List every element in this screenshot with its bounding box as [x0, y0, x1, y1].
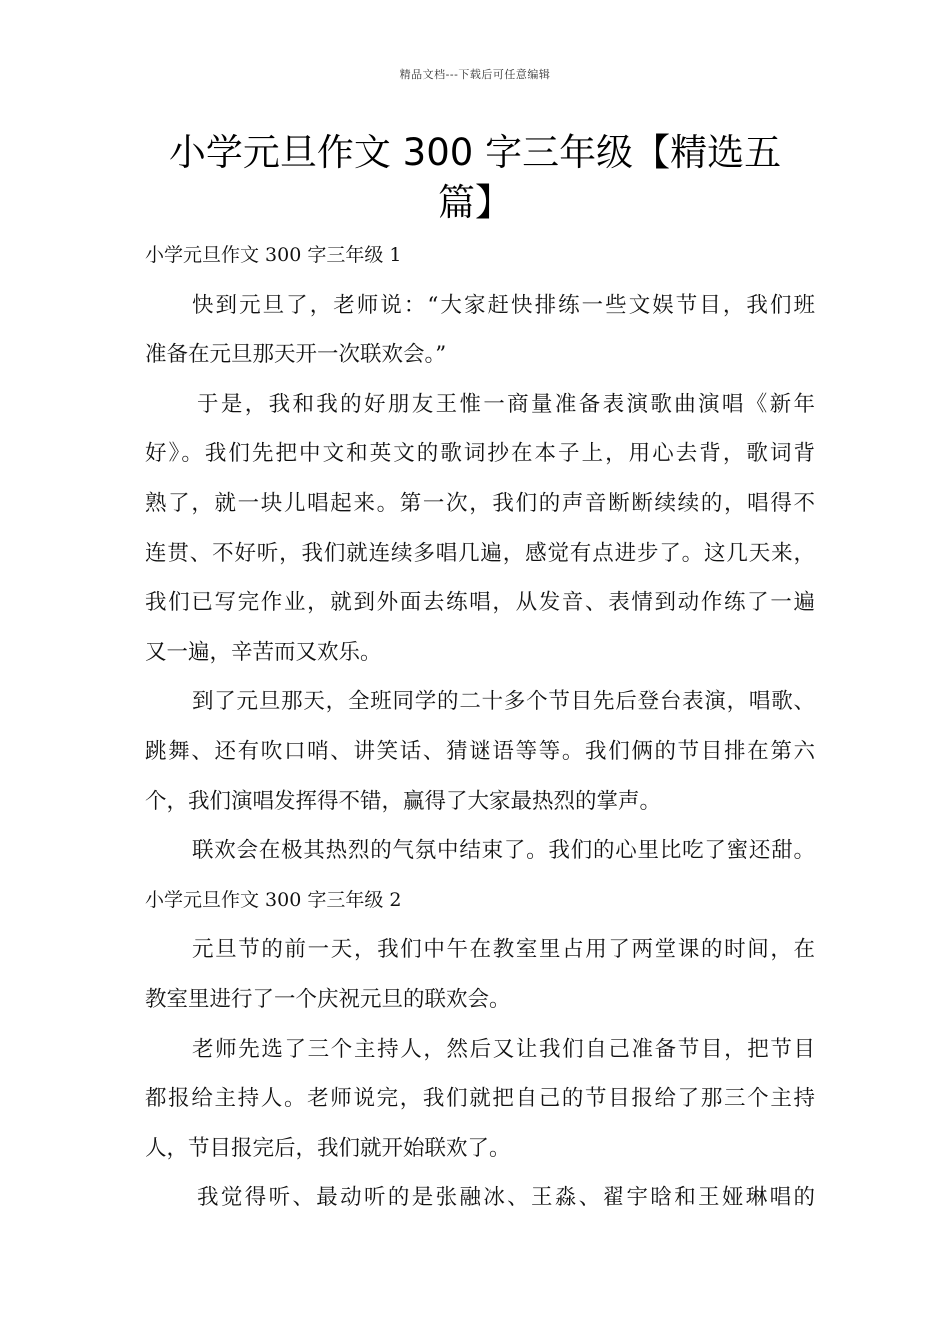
paragraph-line: 我觉得听、最动听的是张融冰、王淼、翟宇晗和王娅琳唱的: [197, 1185, 815, 1211]
paragraph-line: 于是，我和我的好朋友王惟一商量准备表演歌曲演唱《新年: [197, 391, 815, 417]
paragraph-line: 教室里进行了一个庆祝元旦的联欢会。: [145, 986, 511, 1012]
paragraph-line: 老师先选了三个主持人，然后又让我们自己准备节目，把节目: [192, 1036, 815, 1062]
paragraph-line: 到了元旦那天，全班同学的二十多个节目先后登台表演，唱歌、: [192, 689, 815, 715]
paragraph-line: 熟了，就一块儿唱起来。第一次，我们的声音断断续续的，唱得不: [145, 490, 815, 516]
title-line-2: 篇】: [438, 181, 512, 224]
paragraph-line: 元旦节的前一天，我们中午在教室里占用了两堂课的时间，在: [192, 937, 815, 963]
article-body: [145, 231, 815, 1223]
paragraph-line: 都报给主持人。老师说完，我们就把自己的节目报给了那三个主持: [145, 1086, 815, 1112]
paragraph-line: 跳舞、还有吹口哨、讲笑话、猜谜语等等。我们俩的节目排在第六: [145, 738, 815, 764]
page-header: 精品文档---下载后可任意编辑: [399, 68, 551, 81]
paragraph-line: 个，我们演唱发挥得不错，赢得了大家最热烈的掌声。: [145, 788, 662, 814]
paragraph-line: 我们已写完作业，就到外面去练唱，从发音、表情到动作练了一遍: [145, 590, 815, 616]
paragraph-line: 快到元旦了，老师说：“大家赶快排练一些文娱节目，我们班: [192, 292, 815, 318]
paragraph-line: 又一遍，辛苦而又欢乐。: [145, 639, 382, 665]
section-heading-1: 小学元旦作文 300 字三年级 1: [145, 244, 402, 266]
paragraph-line: 连贯、不好听，我们就连续多唱几遍，感觉有点进步了。这几天来，: [145, 540, 815, 566]
paragraph-line: 准备在元旦那天开一次联欢会。”: [145, 342, 447, 368]
document-title: [145, 128, 805, 228]
paragraph-line: 好》。我们先把中文和英文的歌词抄在本子上，用心去背，歌词背: [145, 441, 815, 467]
paragraph-line: 联欢会在极其热烈的气氛中结束了。我们的心里比吃了蜜还甜。: [192, 838, 815, 864]
section-heading-2: 小学元旦作文 300 字三年级 2: [145, 888, 402, 911]
title-line-1: 小学元旦作文 300 字三年级【精选五: [168, 131, 782, 174]
paragraph-line: 人，节目报完后，我们就开始联欢了。: [145, 1135, 511, 1161]
